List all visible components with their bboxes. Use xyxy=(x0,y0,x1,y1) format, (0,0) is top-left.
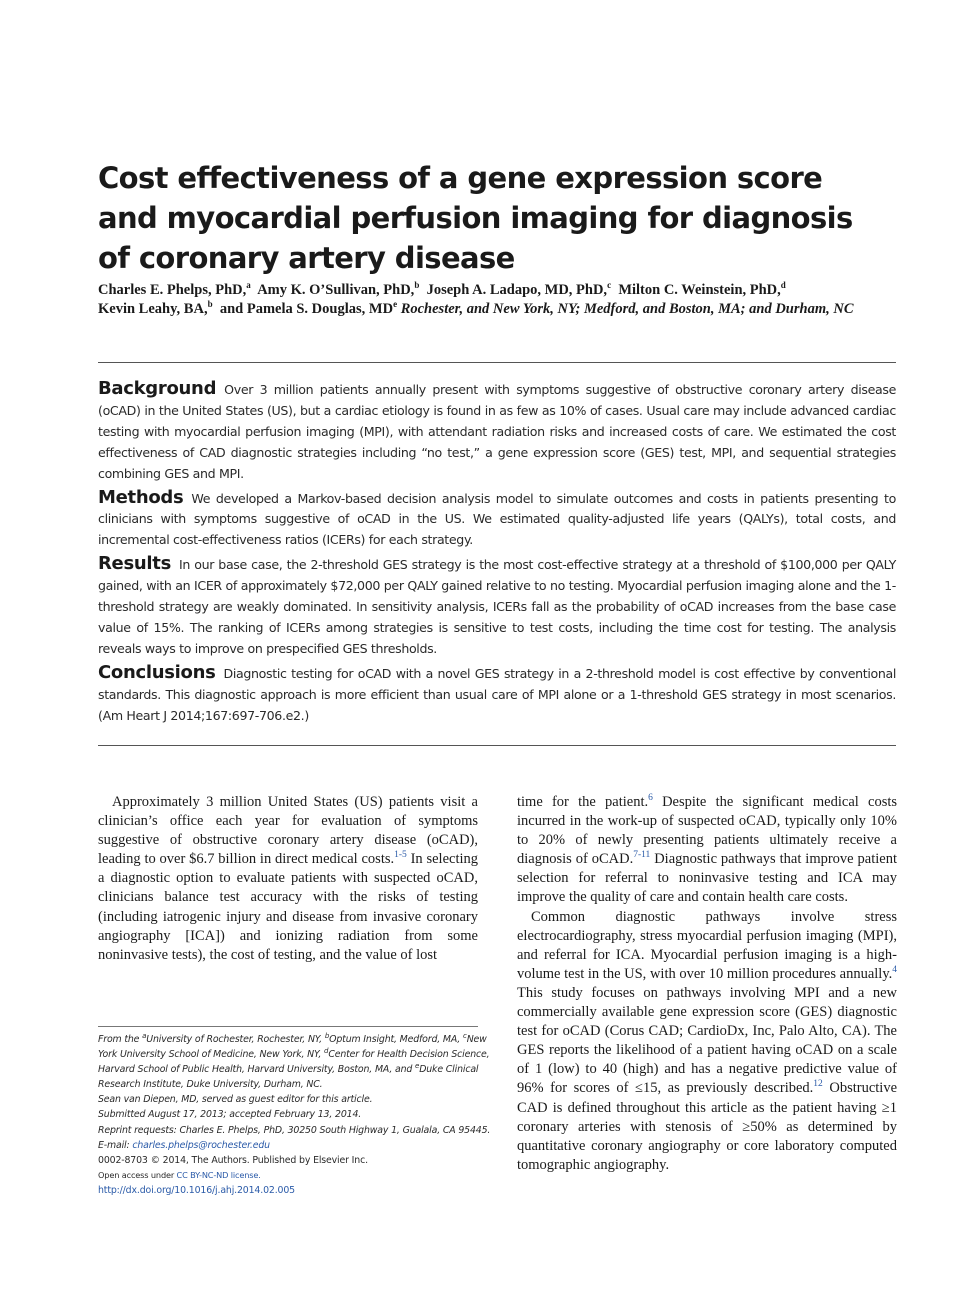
body-text: time for the patient. xyxy=(517,794,649,810)
body-text: Despite the significant medical costs incurred in the work-up of suspected oCAD, typically only 10% to 20% of newly presenting patients ultimately receive a diagnosis of oCAD. xyxy=(517,794,898,868)
abstract-bottom-rule xyxy=(98,745,896,746)
reference-link[interactable]: 4 xyxy=(892,965,897,976)
copyright-line: 0002-8703 © 2014, The Authors. Published by Elsevier Inc. xyxy=(98,1154,368,1166)
footnote-rule xyxy=(98,1026,478,1027)
doi-link[interactable]: http://dx.doi.org/10.1016/j.ahj.2014.02.005 xyxy=(98,1184,295,1196)
affiliation-note: From the $^a$University of Rochester, Rochester, NY, $^b$Optum Insight, Medford, MA, $^c$New xyxy=(98,1031,487,1045)
body-paragraph xyxy=(98,793,478,965)
author-name: Kevin Leahy, BA, xyxy=(98,301,208,317)
footnotes xyxy=(98,1031,491,1198)
abstract-heading: Background xyxy=(98,378,217,399)
body-text: Diagnostic pathways that improve patient selection for referral to noninvasive testing and ICA may improve the quality of care and contain health care costs. xyxy=(517,851,897,906)
abstract-background xyxy=(98,379,896,485)
abstract-text: In our base case, the 2-threshold GES strategy is the most cost-effective strategy at a threshold of $100,000 per QALY gained, with an ICER of approximately $72,000 per QALY gained relative to no testing. Myocardial perfusion imaging alone and the 1-threshold strategy are weakly dominated. In sensitivity analysis, ICERs fall as the probability of oCAD increases from the base case value of 15%. The ranking of ICERs among strategies is sensitive to test costs, including the time cost for testing. The analysis reveals ways to improve on prespecified GES thresholds. xyxy=(98,557,896,656)
author-name: Joseph A. Ladapo, MD, PhD, xyxy=(426,282,608,298)
abstract-top-rule xyxy=(98,362,896,363)
abstract-heading: Methods xyxy=(98,486,184,508)
license-link[interactable]: CC BY-NC-ND license. xyxy=(176,1169,261,1180)
body-text: Approximately 3 million United States (US) patients visit a clinician’s office each year for evaluation of symptoms suggestive of obstructive coronary artery disease (oCAD), leading to over $6.7 billion in direct medical costs. xyxy=(98,794,478,868)
affiliation-mark: a xyxy=(246,280,251,291)
affiliation-note: Harvard School of Public Health, Harvard University, Boston, MA, and $^e$Duke Clinical xyxy=(98,1062,479,1076)
author-list xyxy=(98,281,898,319)
affiliation-mark: b xyxy=(207,299,213,310)
abstract-conclusions xyxy=(98,663,896,727)
affiliation-mark: b xyxy=(414,280,420,291)
reference-link[interactable]: 1-5 xyxy=(394,850,407,861)
abstract-text: Over 3 million patients annually present with symptoms suggestive of obstructive coronary artery disease (oCAD) in the United States (US), but a cardiac etiology is found in as few as 10% of cases. Usual care may include advanced cardiac testing with myocardial perfusion imaging (MPI), with attendant radiation risks and increased costs of care. We estimated the cost effectiveness of CAD diagnostic strategies including “no test,” a gene expression score (GES) test, MPI, and sequential strategies combining GES and MPI. xyxy=(98,382,896,481)
author-name: and Pamela S. Douglas, MD xyxy=(219,301,394,317)
article-title: Cost effectiveness of a gene expression score and myocardial perfusion imaging for diagnosis of coronary artery disease xyxy=(98,161,853,275)
email-link[interactable]: charles.phelps@rochester.edu xyxy=(132,1139,270,1151)
body-paragraph xyxy=(517,908,897,1175)
affiliation-note: Research Institute, Duke University, Durham, NC. xyxy=(98,1079,323,1091)
affiliation-mark: e xyxy=(393,299,398,310)
affiliation-mark: c xyxy=(607,280,612,291)
email-line: E-mail: charles.phelps@rochester.edu xyxy=(98,1139,270,1151)
abstract-text: We developed a Markov-based decision analysis model to simulate outcomes and costs in patients presenting to clinicians with symptoms suggestive of oCAD in the US. We estimated quality-adjusted life years (QALYs), total costs, and incremental cost-effectiveness ratios (ICERs) for each strategy. xyxy=(98,490,896,548)
author-name: Charles E. Phelps, PhD, xyxy=(98,282,247,298)
reference-link[interactable]: 6 xyxy=(648,793,653,804)
reference-link[interactable]: 12 xyxy=(813,1079,823,1090)
affiliation-mark: d xyxy=(780,280,786,291)
editor-note: Sean van Diepen, MD, served as guest editor for this article. xyxy=(98,1094,373,1106)
body-column-right xyxy=(517,793,897,1175)
author-name: Amy K. O’Sullivan, PhD, xyxy=(257,282,415,298)
abstract-results xyxy=(98,554,896,660)
affiliation-note: York University School of Medicine, New York, NY, $^d$Center for Health Decision Science, xyxy=(98,1046,490,1061)
reprint-requests: Reprint requests: Charles E. Phelps, PhD, 30250 South Highway 1, Gualala, CA 95445. xyxy=(98,1124,491,1136)
abstract xyxy=(98,379,896,730)
abstract-heading: Results xyxy=(98,553,171,575)
author-name: Milton C. Weinstein, PhD, xyxy=(618,282,781,298)
abstract-methods xyxy=(98,488,896,552)
body-text: Obstructive CAD is defined throughout this article as the patient having ≥1 coronary arteries with stenosis of ≥50% as determined by quantitative coronary angiography or core laboratory computed tomographic angiography. xyxy=(517,1080,898,1173)
abstract-text: Diagnostic testing for oCAD with a novel GES strategy in a 2-threshold model is cost effective by conventional standards. This diagnostic approach is more efficient than usual care of MPI alone or a 1-threshold GES strategy in most scenarios. (Am Heart J 2014;167:697-706.e2.) xyxy=(98,665,896,723)
body-column-left xyxy=(98,793,478,965)
abstract-heading: Conclusions xyxy=(98,661,216,683)
body-text: In selecting a diagnostic option to evaluate patients with suspected oCAD, clinicians balance test accuracy with the risks of testing (including iatrogenic injury and disease from invasive coronary angiography [ICA]) and ionizing radiation from some noninvasive tests), the cost of testing, and the value of lost xyxy=(98,851,478,963)
body-paragraph xyxy=(517,793,897,908)
body-text: Common diagnostic pathways involve stress electrocardiography, stress myocardial perfusion imaging (MPI), and referral for ICA. Myocardial perfusion imaging is a high-volume test in the US, with over 10 million procedures annually. xyxy=(517,908,897,982)
body-text: This study focuses on pathways involving MPI and a new commercially available gene expression score (GES) diagnostic test for oCAD (Corus CAD; CardioDx, Inc, Palo Alto, CA). The GES reports the likelihood of a patient having oCAD on a scale of 1 (low) to 40 (high) and has a negative predictive value of 96% for scores of ≤15, as previously described. xyxy=(517,984,897,1097)
reference-link[interactable]: 7-11 xyxy=(633,850,651,861)
open-access-line: Open access under CC BY-NC-ND license. xyxy=(98,1169,261,1180)
author-locations: Rochester, and New York, NY; Medford, and Boston, MA; and Durham, NC xyxy=(400,301,854,317)
submission-dates: Submitted August 17, 2013; accepted February 13, 2014. xyxy=(98,1109,362,1121)
